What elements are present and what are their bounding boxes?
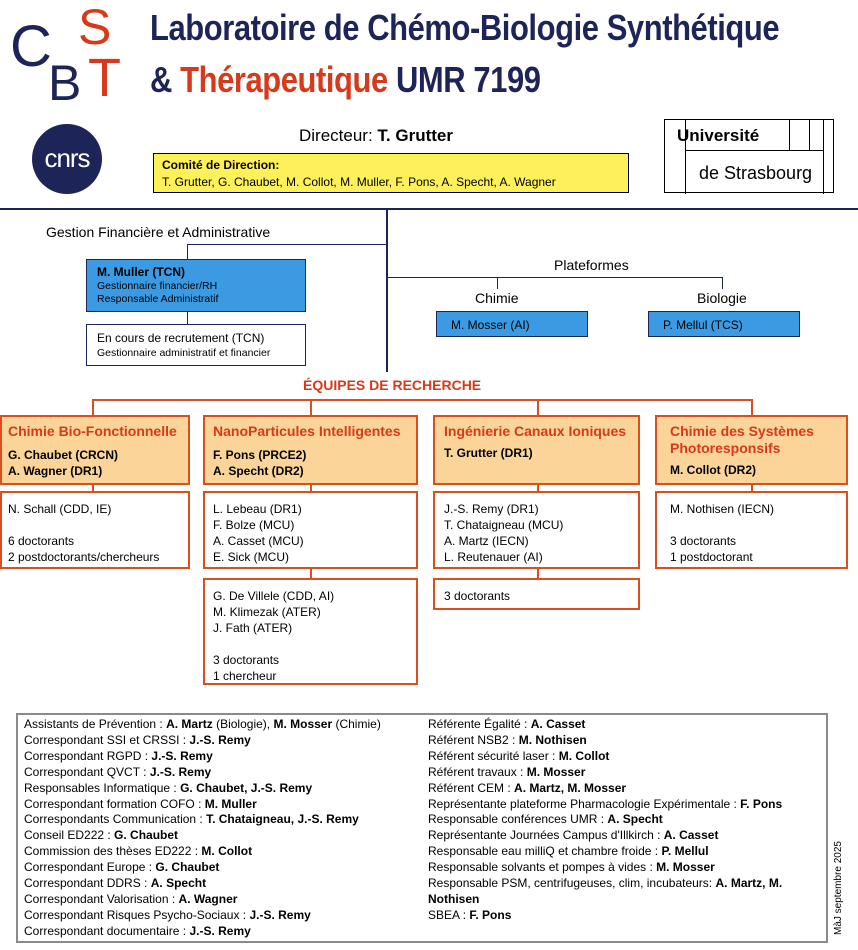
cbst-logo-graphic <box>8 4 128 102</box>
chimie-person-box <box>436 311 588 337</box>
svg-text:B: B <box>48 55 82 102</box>
gestion-box1-line1: Gestionnaire financier/RH <box>97 280 218 292</box>
title-therapeutique: Thérapeutique <box>180 59 388 100</box>
team-header-nanoparticules <box>203 415 418 485</box>
role-line: Responsables Informatique : G. Chaubet, J.-S. Remy <box>24 780 313 795</box>
role-line: Correspondant QVCT : J.-S. Remy <box>24 764 212 779</box>
roles-box <box>16 713 828 943</box>
committee-label: Comité de Direction: <box>162 158 280 172</box>
role-line: Commission des thèses ED222 : M. Collot <box>24 844 253 859</box>
team-name: Chimie des Systèmes Photoresponsifs <box>670 423 814 456</box>
team-members2-canaux <box>433 578 640 610</box>
roles-left-column <box>24 717 381 940</box>
role-line: Correspondant Risques Psycho-Sociaux : J.-S. Remy <box>24 907 311 922</box>
title-ampersand: & <box>150 59 181 100</box>
team-members-photoresponsifs <box>655 491 848 569</box>
roles-right-column <box>428 717 782 924</box>
equipe4-drop <box>751 399 753 415</box>
role-line: Représentante plateforme Pharmacologie Expérimentale : F. Pons <box>428 796 783 811</box>
role-line: Nothisen <box>428 891 480 906</box>
team-leader: M. Collot (DR2) <box>670 463 756 477</box>
svg-text:S: S <box>78 4 112 55</box>
team-members-canaux <box>433 491 640 569</box>
role-line: Correspondant Valorisation : A. Wagner <box>24 891 238 906</box>
team-header-chimie-bio <box>0 415 190 485</box>
committee-box <box>153 153 629 193</box>
team-header-photoresponsifs <box>655 415 848 485</box>
chimie-person: M. Mosser (AI) <box>451 318 530 332</box>
team-members-list: 3 doctorants <box>444 589 511 603</box>
plateformes-branch <box>387 277 723 278</box>
team-members-list: L. Lebeau (DR1) F. Bolze (MCU) A. Casset (MCU) E. Sick (MCU) <box>213 502 304 564</box>
university-logo-line2: de Strasbourg <box>699 163 813 183</box>
team-name: Ingénierie Canaux Ioniques <box>444 423 627 439</box>
team-name: Chimie Bio-Fonctionnelle <box>8 423 177 439</box>
gestion-title: Gestion Financière et Administrative <box>46 224 271 240</box>
biologie-label: Biologie <box>697 290 747 306</box>
role-line: Correspondant SSI et CRSSI : J.-S. Remy <box>24 732 251 747</box>
university-logo <box>664 119 834 193</box>
committee-members: T. Grutter, G. Chaubet, M. Collot, M. Muller, F. Pons, A. Specht, A. Wagner <box>162 175 556 189</box>
biologie-person: P. Mellul (TCS) <box>663 318 743 332</box>
svg-text:C: C <box>10 14 52 79</box>
cbst-logo <box>8 4 128 102</box>
team3-link2 <box>537 569 539 578</box>
gestion-box1-name: M. Muller (TCN) <box>97 265 185 279</box>
cnrs-logo-text: cnrs <box>44 143 90 173</box>
chimie-label: Chimie <box>475 290 519 306</box>
role-line: Responsable eau milliQ et chambre froide : P. Mellul <box>428 844 709 859</box>
role-line: Correspondant DDRS : A. Specht <box>24 876 207 891</box>
role-line: Correspondant Europe : G. Chaubet <box>24 860 220 875</box>
role-line: Référent travaux : M. Mosser <box>428 764 586 779</box>
team-leader: F. Pons (PRCE2) <box>213 448 307 462</box>
role-line: Référent sécurité laser : M. Collot <box>428 748 610 763</box>
team-members-list: J.-S. Remy (DR1) T. Chataigneau (MCU) A. Martz (IECN) L. Reutenauer (AI) <box>444 502 564 564</box>
team-name: NanoParticules Intelligentes <box>213 423 401 439</box>
role-line: Référente Égalité : A. Casset <box>428 717 586 731</box>
team-leader: A. Specht (DR2) <box>213 464 304 478</box>
team-members-nanoparticules <box>203 491 418 569</box>
team-members-chimie-bio <box>0 491 190 569</box>
role-line: SBEA : F. Pons <box>428 907 512 922</box>
team-members-list: M. Nothisen (IECN) 3 doctorants 1 postdoctorant <box>670 502 775 564</box>
title-umr: UMR 7199 <box>387 59 541 100</box>
role-line: Responsable conférences UMR : A. Specht <box>428 812 663 827</box>
trunk-line <box>386 210 388 372</box>
role-line: Référent CEM : A. Martz, M. Mosser <box>428 780 627 795</box>
role-line: Responsable solvants et pompes à vides : M. Mosser <box>428 860 715 875</box>
role-line: Correspondant documentaire : J.-S. Remy <box>24 923 251 938</box>
equipes-title: ÉQUIPES DE RECHERCHE <box>303 377 482 393</box>
role-line: Correspondant formation COFO : M. Muller <box>24 796 257 811</box>
gestion-box1-line2: Responsable Administratif <box>97 293 219 305</box>
equipe1-drop <box>92 399 94 415</box>
team-members-list: G. De Villele (CDD, AI) M. Klimezak (ATER) J. Fath (ATER) 3 doctorants 1 chercheur <box>213 589 335 683</box>
biologie-person-box <box>648 311 800 337</box>
svg-text:T: T <box>88 48 121 102</box>
role-line: Représentante Journées Campus d'Illkirch : A. Casset <box>428 828 719 843</box>
lab-title-line1: Laboratoire de Chémo-Biologie Synthétique <box>150 7 780 48</box>
plateformes-title: Plateformes <box>554 257 629 273</box>
biologie-drop <box>722 277 723 289</box>
team-members2-nanoparticules <box>203 578 418 685</box>
team-leader: A. Wagner (DR1) <box>8 464 103 478</box>
cnrs-logo <box>32 124 102 194</box>
director-name: T. Grutter <box>377 126 453 145</box>
team2-link2 <box>310 569 312 578</box>
chimie-drop <box>497 277 498 289</box>
role-line: Correspondant RGPD : J.-S. Remy <box>24 748 213 763</box>
role-line: Conseil ED222 : G. Chaubet <box>24 828 179 843</box>
role-line: Responsable PSM, centrifugeuses, clim, incubateurs: A. Martz, M. <box>428 876 783 891</box>
role-line: Assistants de Prévention : A. Martz (Biologie), M. Mosser (Chimie) <box>24 717 381 731</box>
equipe3-drop <box>537 399 539 415</box>
team-members-list: N. Schall (CDD, IE) 6 doctorants 2 postdoctorants/chercheurs <box>8 502 160 564</box>
update-note: MàJ septembre 2025 <box>833 841 844 935</box>
lab-title-line2 <box>150 60 541 100</box>
role-line: Référent NSB2 : M. Nothisen <box>428 732 587 747</box>
equipes-branch <box>92 399 752 401</box>
gestion-between <box>187 312 188 324</box>
role-line: Correspondants Communication : T. Chataigneau, J.-S. Remy <box>24 812 359 827</box>
gestion-box-recruitment <box>86 324 306 366</box>
gestion-box2-line1: Gestionnaire administratif et financier <box>97 347 271 359</box>
gestion-box-muller <box>86 259 306 312</box>
header-separator <box>0 208 858 210</box>
equipe2-drop <box>310 399 312 415</box>
university-logo-line1: Université <box>677 126 760 145</box>
team-leader: T. Grutter (DR1) <box>444 446 533 460</box>
team-leader: G. Chaubet (CRCN) <box>8 448 118 462</box>
director-label: Directeur: <box>299 126 378 145</box>
gestion-branch <box>187 244 387 245</box>
team-header-canaux <box>433 415 640 485</box>
gestion-drop <box>187 244 188 259</box>
gestion-box2-name: En cours de recrutement (TCN) <box>97 331 265 345</box>
director-line <box>299 126 453 146</box>
